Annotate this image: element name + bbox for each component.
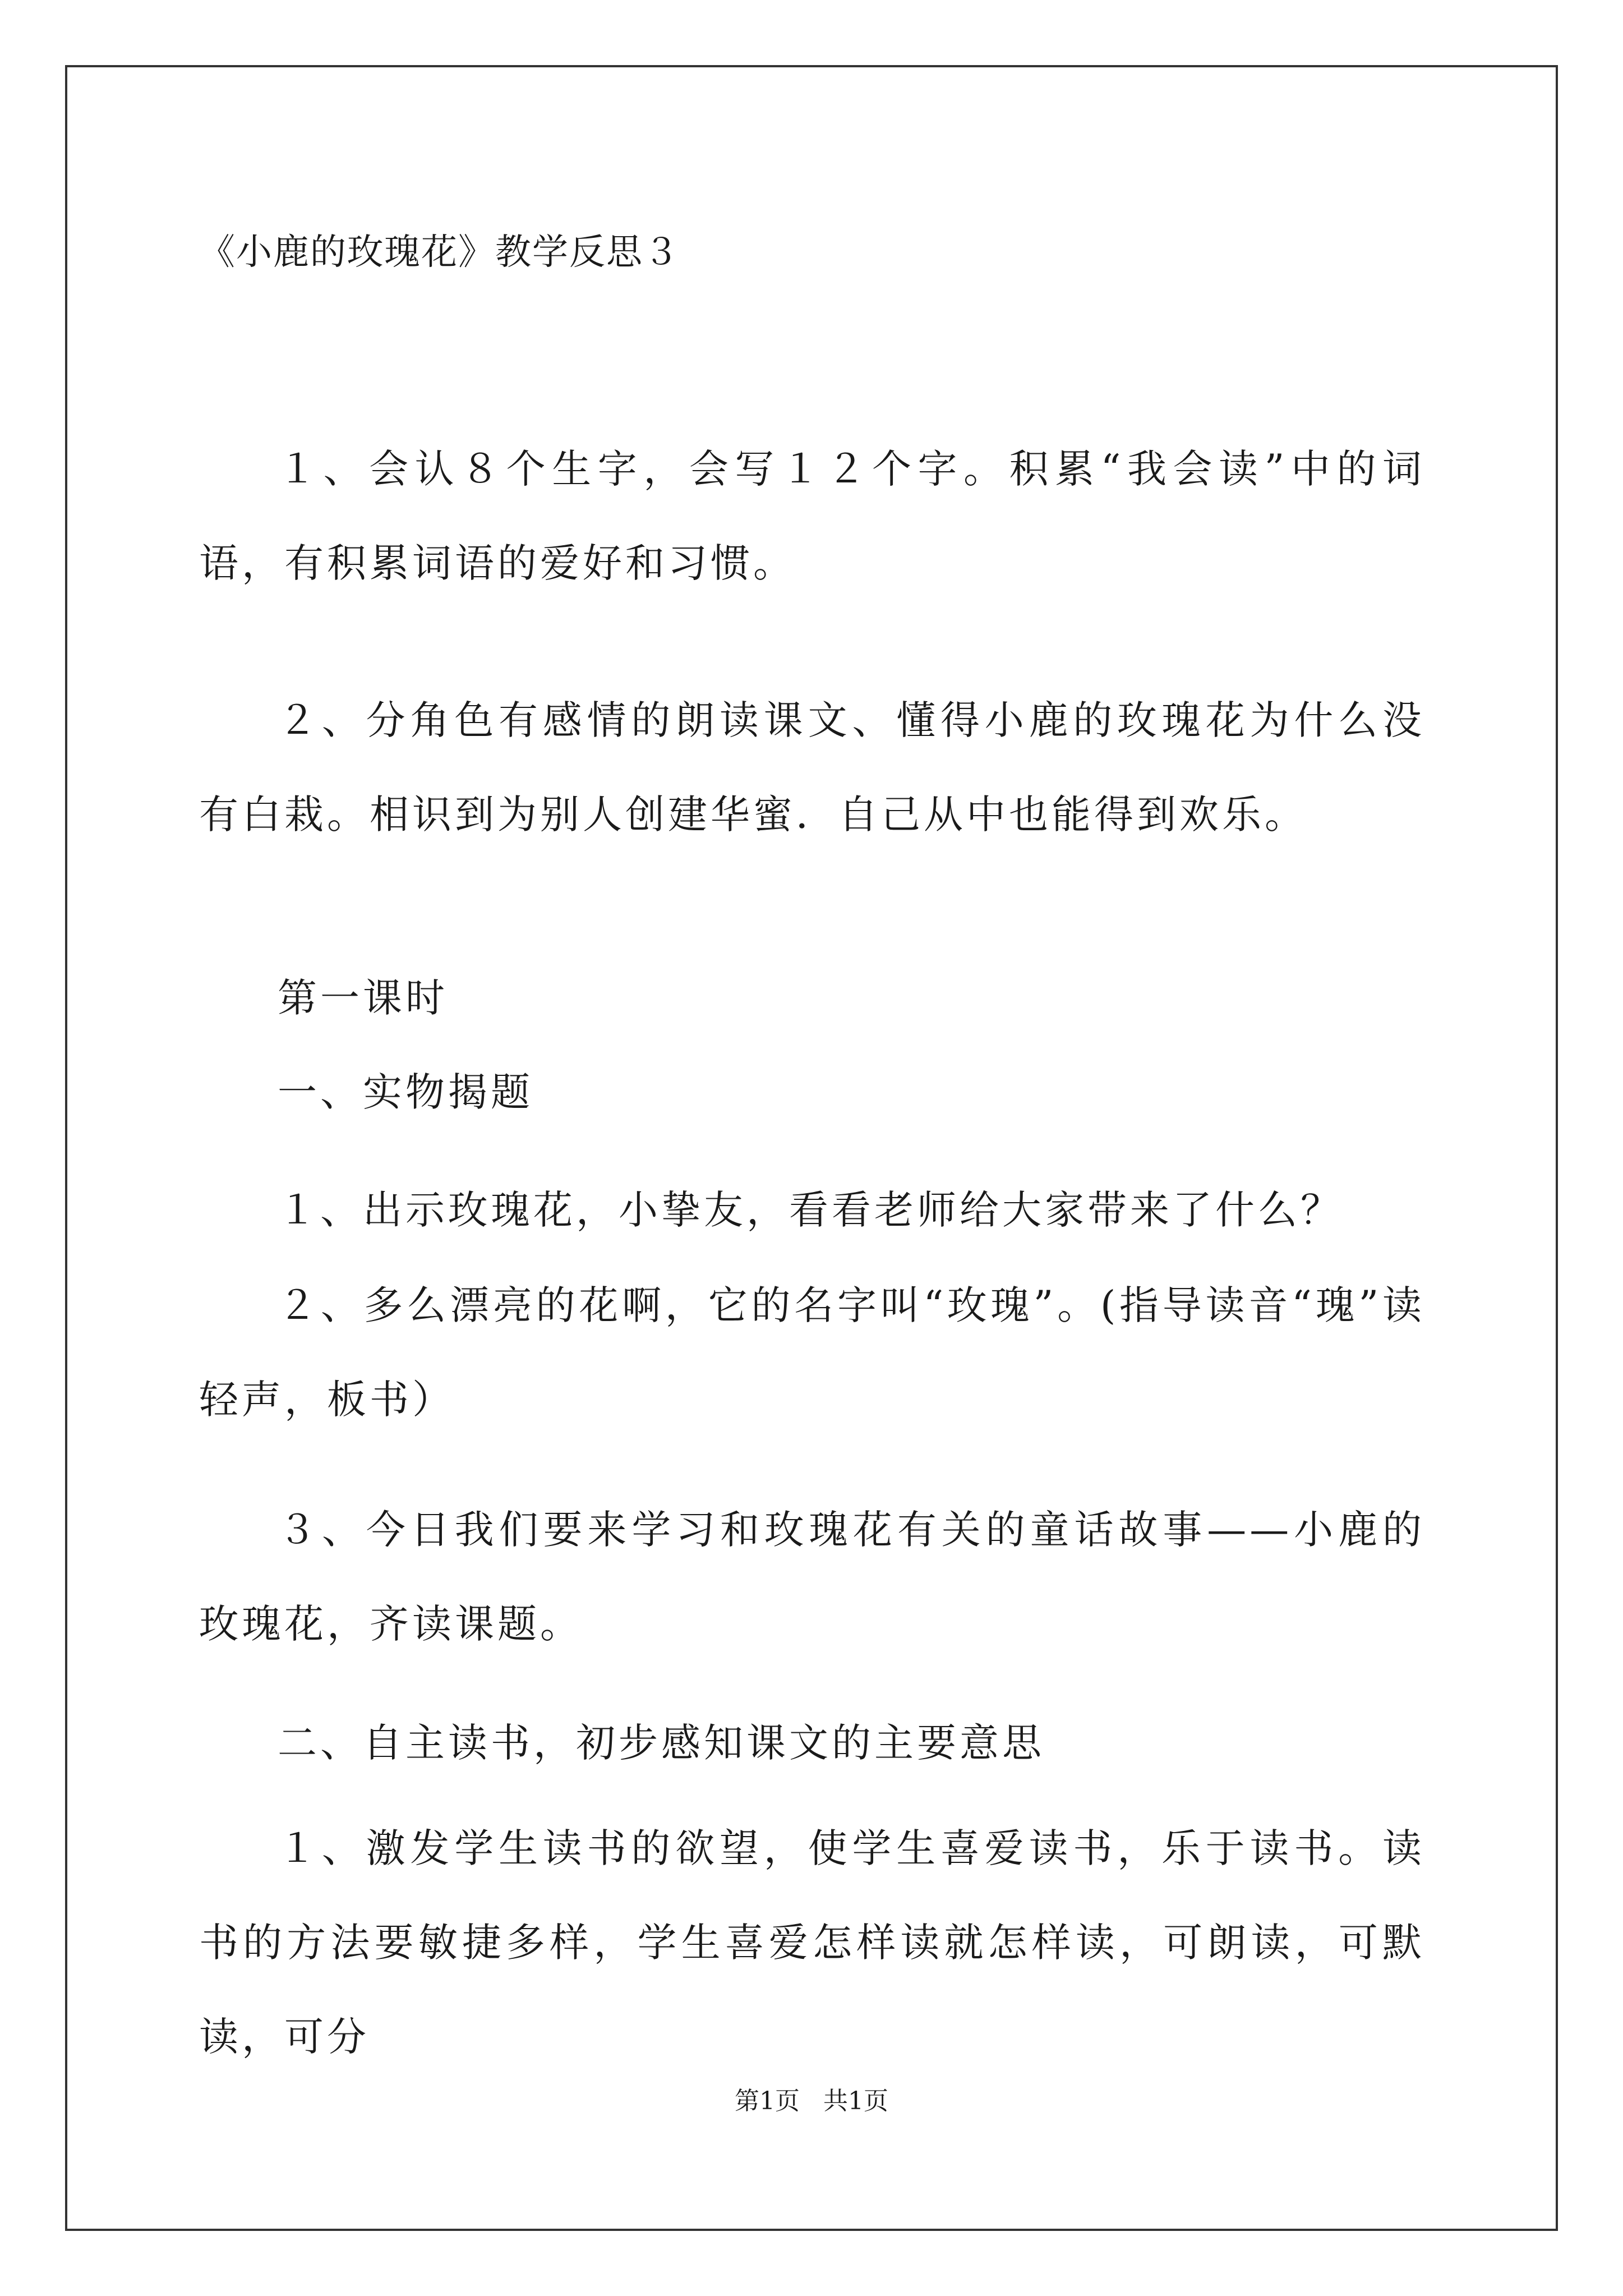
- objective-paragraph-1: １、会认８个生字，会写１２个字。积累“我会读”中的词语，有积累词语的爱好和习惯。: [199, 446, 1425, 586]
- step-paragraph-2-1: １、激发学生读书的欲望，使学生喜爱读书，乐于读书。读书的方法要敏捷多样，学生喜爱怎样读就怎样读，可朗读，可默读，可分: [199, 1825, 1425, 2060]
- objective-paragraph-2: ２、分角色有感情的朗读课文、懂得小鹿的玫瑰花为什么没有白栽。相识到为别人创建华蜜．自己从中也能得到欢乐。: [199, 697, 1425, 838]
- step-paragraph-1-2: ２、多么漂亮的花啊，它的名字叫“玫瑰”。(指导读音“瑰”读轻声，板书）: [199, 1282, 1425, 1423]
- document-title: 《小鹿的玫瑰花》教学反思３: [199, 232, 680, 273]
- step-paragraph-1-3: ３、今日我们要来学习和玫瑰花有关的童话故事——小鹿的玫瑰花，齐读课题。: [199, 1507, 1425, 1647]
- step-paragraph-1-1: １、出示玫瑰花，小挚友，看看老师给大家带来了什么？: [278, 1187, 1343, 1233]
- page-footer: 第1页 共1页: [735, 2087, 888, 2115]
- section-heading-2: 二、自主读书，初步感知课文的主要意思: [278, 1720, 1045, 1766]
- lesson-label: 第一课时: [278, 975, 448, 1021]
- section-heading-1: 一、实物揭题: [278, 1069, 533, 1115]
